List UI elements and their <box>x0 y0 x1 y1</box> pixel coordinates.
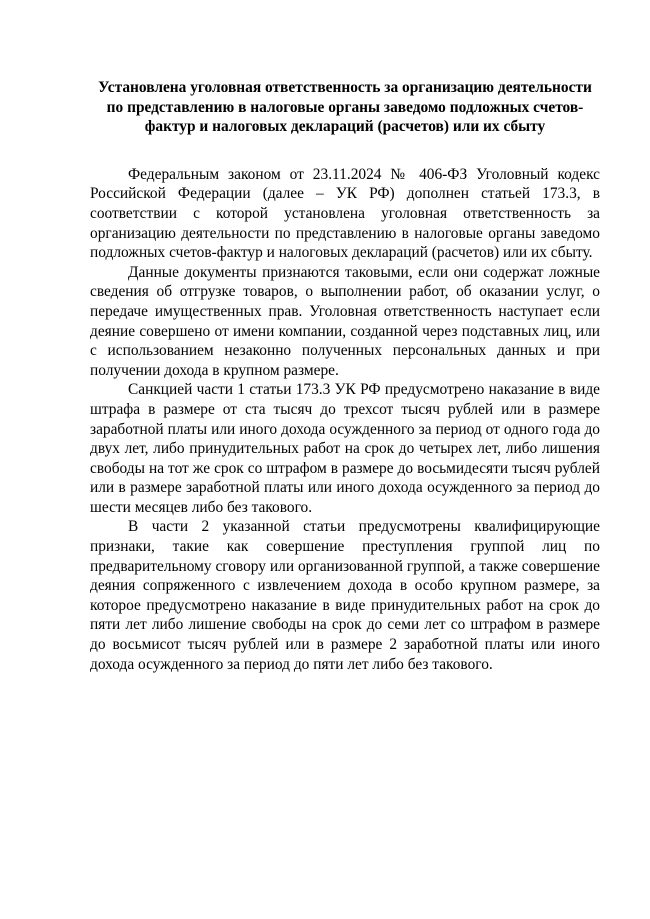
paragraph-2: Данные документы признаются таковыми, если они содержат ложные сведения об отгрузке товаров, о выполнении работ, об оказании услуг, о передаче имущественных прав. Уголовная ответственность наступает если деяние совершено от имени компании, созданной через подставных лиц, или с использованием незаконно полученных персональных данных и при получении дохода в крупном размере. <box>90 263 600 379</box>
document-title: Установлена уголовная ответственность за организацию деятельности по представлению в налоговые органы заведомо подложных счетов-фактур и налоговых деклараций (расчетов) или их сбыту <box>98 79 592 136</box>
document-page <box>90 78 600 674</box>
paragraph-4: В части 2 указанной статьи предусмотрены квалифицирующие признаки, такие как совершение преступления группой лиц по предварительному сговору или организованной группой, а также совершение деяния сопряженного с извлечением дохода в особо крупном размере, за которое предусмотрено наказание в виде принудительных работ на срок до пяти лет либо лишение свободы на срок до семи лет со штрафом в размере до восьмисот тысяч рублей или в размере 2 заработной платы или иного дохода осужденного за период до пяти лет либо без такового. <box>90 518 600 673</box>
paragraph-1: Федеральным законом от 23.11.2024 № 406-ФЗ Уголовный кодекс Российской Федерации (далее – УК РФ) дополнен статьей 173.3, в соответствии с которой установлена уголовная ответственность за организацию деятельности по представлению в налоговые органы заведомо подложных счетов-фактур и налоговых деклараций (расчетов) или их сбыту. <box>90 165 600 262</box>
paragraph-3: Санкцией части 1 статьи 173.3 УК РФ предусмотрено наказание в виде штрафа в размере от ста тысяч до трехсот тысяч рублей или в размере заработной платы или иного дохода осужденного за период от одного года до двух лет, либо принудительных работ на срок до четырех лет, либо лишения свободы на тот же срок со штрафом в размере до восьмидесяти тысяч рублей или в размере заработной платы или иного дохода осужденного за период до шести месяцев либо без такового. <box>90 381 600 516</box>
document-body <box>90 165 600 674</box>
